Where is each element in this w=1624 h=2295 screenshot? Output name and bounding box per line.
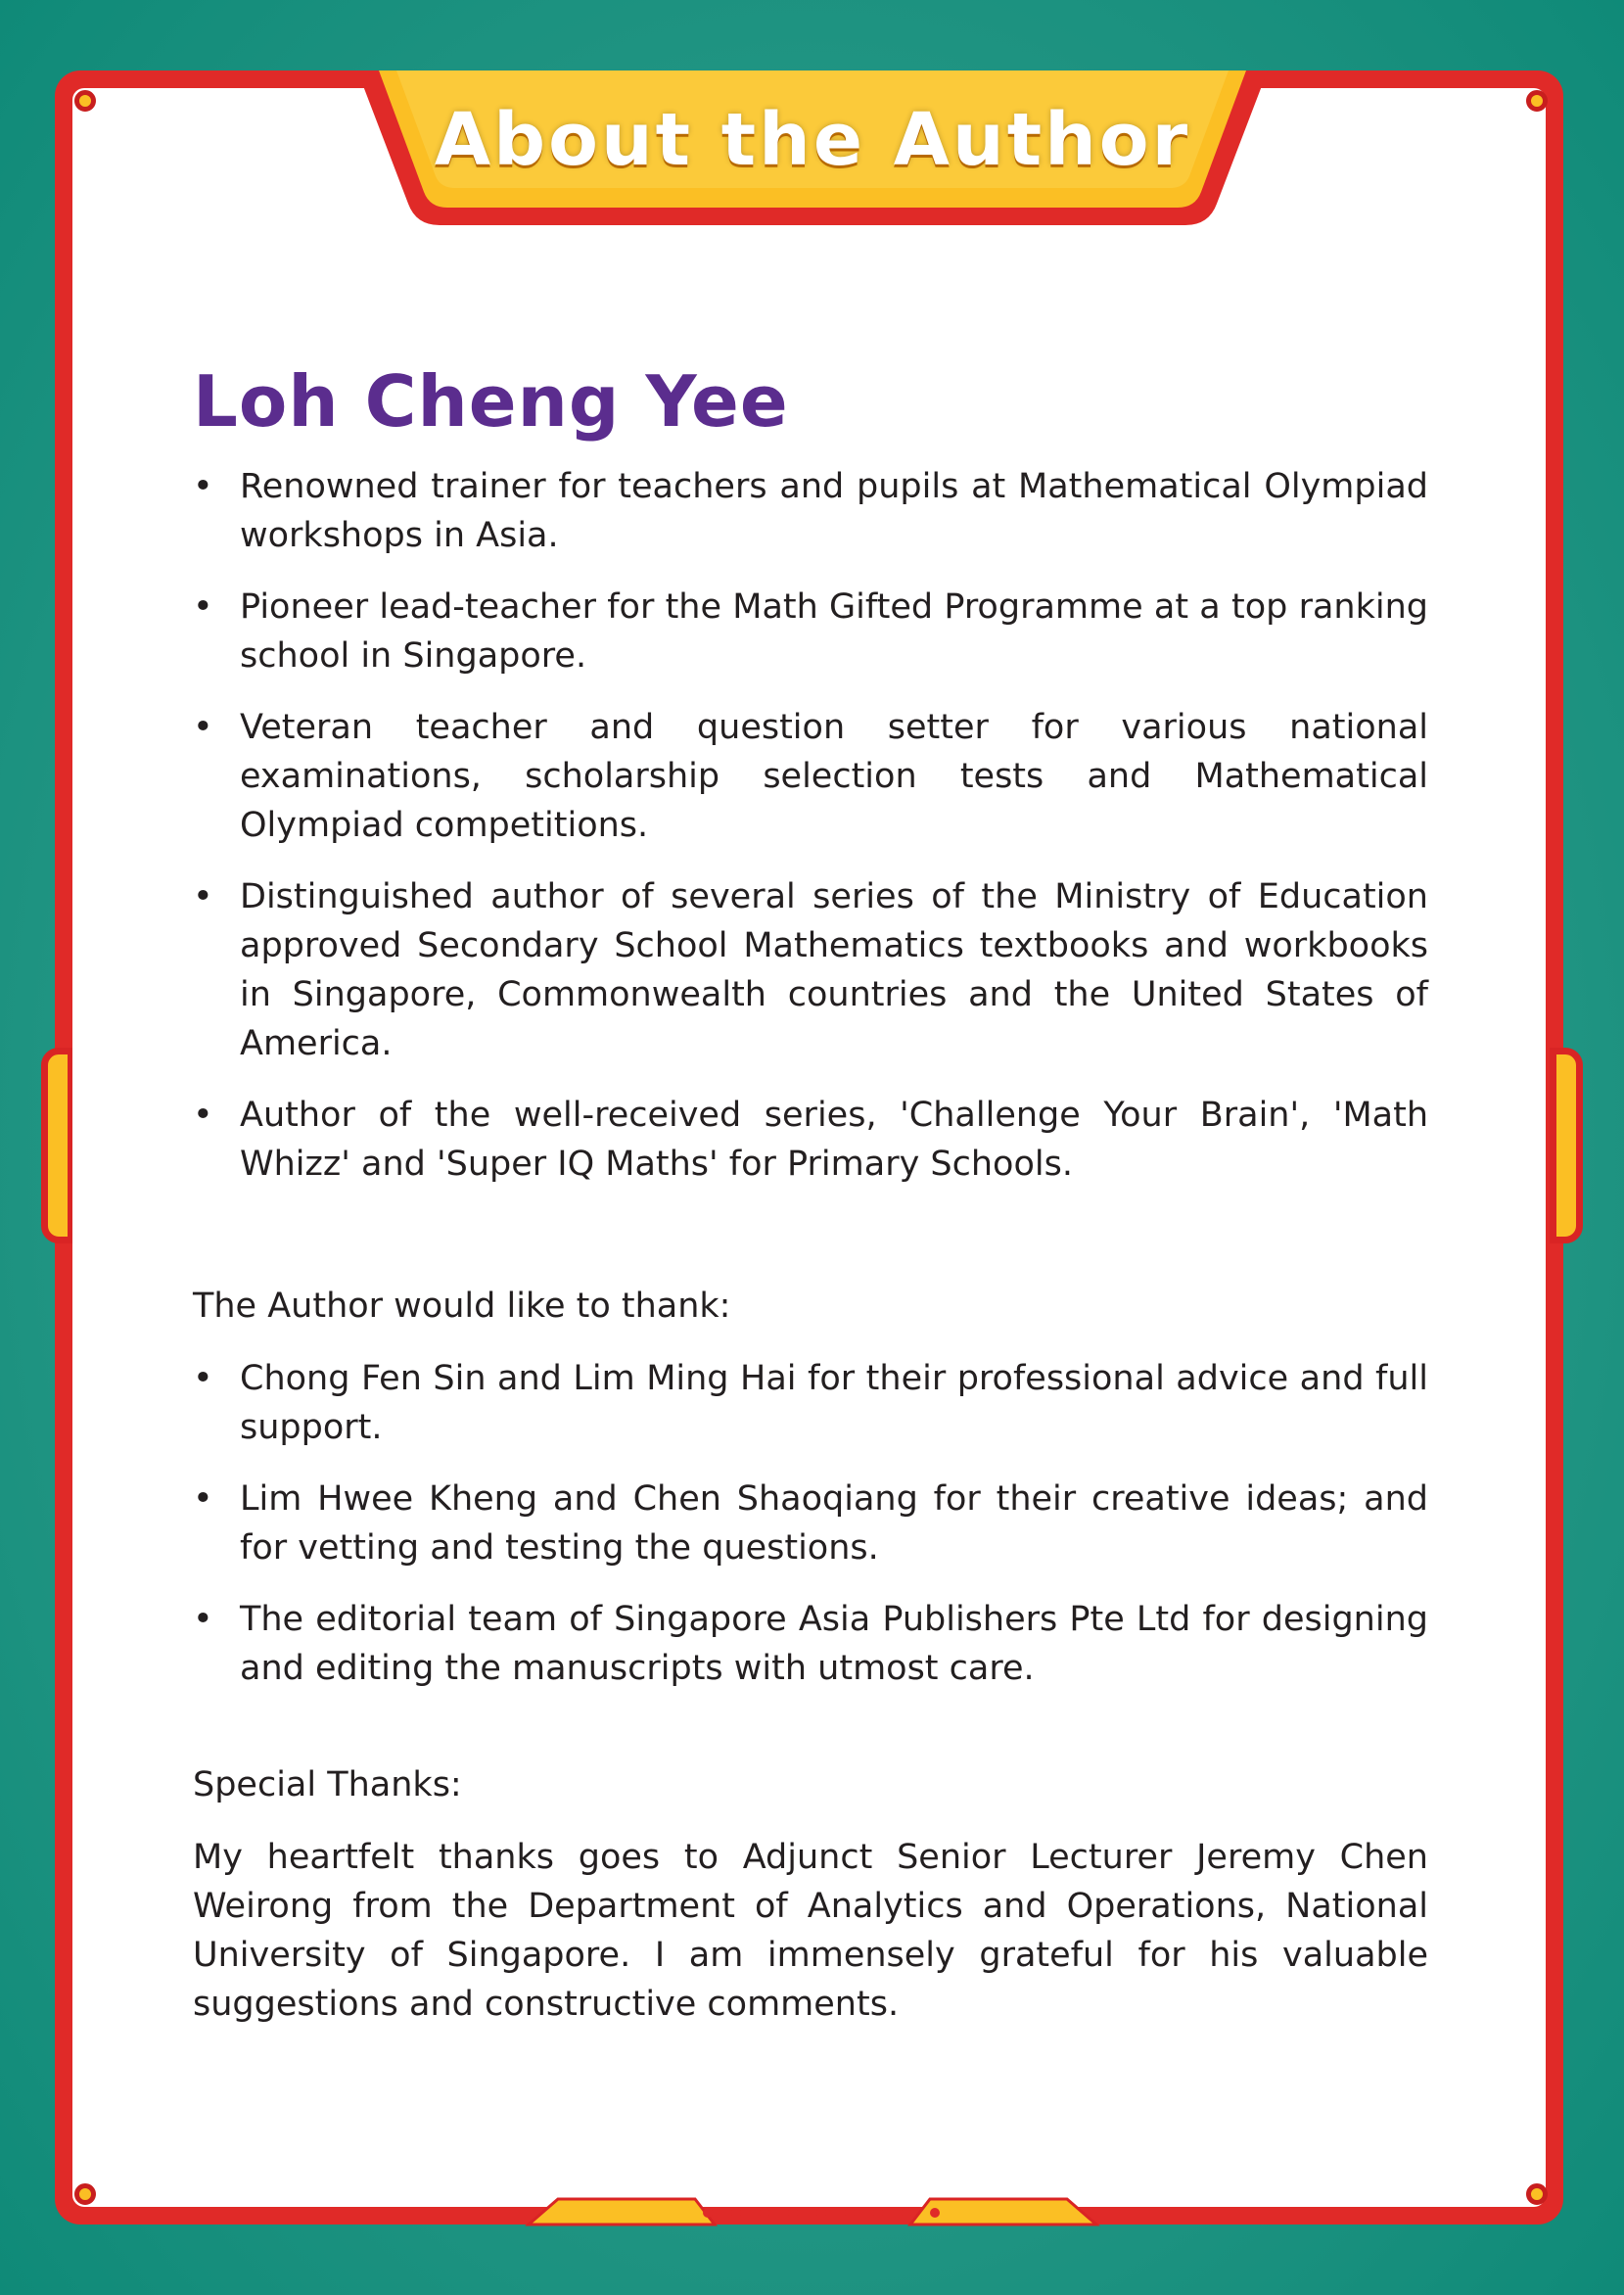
list-item-text: The editorial team of Singapore Asia Publishers Pte Ltd for designing and editing the manuscripts with utmost care. xyxy=(240,1600,1428,1688)
corner-rivet-top-right xyxy=(1526,90,1548,112)
list-item-text: Pioneer lead-teacher for the Math Gifted Programme at a top ranking school in Singapore. xyxy=(240,587,1428,676)
main-content xyxy=(193,362,1428,2029)
bullet: • xyxy=(193,467,213,506)
list-item xyxy=(193,1475,1428,1572)
bullet: • xyxy=(193,708,213,747)
bullet: • xyxy=(193,1096,213,1135)
page-title: About the Author xyxy=(434,98,1191,182)
bullet: • xyxy=(193,1359,213,1398)
credentials-list xyxy=(193,462,1428,1189)
list-item xyxy=(193,1354,1428,1452)
list-item-text: Chong Fen Sin and Lim Ming Hai for their professional advice and full support. xyxy=(240,1359,1428,1447)
list-item-text: Veteran teacher and question setter for various national examinations, scholarship selection tests and Mathematical Olympiad competitions. xyxy=(240,708,1428,845)
thanks-list xyxy=(193,1354,1428,1693)
list-item-text: Author of the well-received series, 'Challenge Your Brain', 'Math Whizz' and 'Super IQ Maths' for Primary Schools. xyxy=(240,1096,1428,1184)
frame-side-tab-right xyxy=(1550,1048,1583,1243)
list-item xyxy=(193,583,1428,680)
list-item-text: Renowned trainer for teachers and pupils at Mathematical Olympiad workshops in Asia. xyxy=(240,467,1428,555)
corner-rivet-bottom-right xyxy=(1526,2183,1548,2205)
bullet: • xyxy=(193,1600,213,1639)
corner-rivet-bottom-left xyxy=(74,2183,96,2205)
thanks-heading: The Author would like to thank: xyxy=(193,1287,731,1326)
list-item xyxy=(193,1091,1428,1189)
bullet: • xyxy=(193,877,213,916)
bullet: • xyxy=(193,587,213,627)
bottom-ornament xyxy=(519,2193,1106,2232)
list-item xyxy=(193,462,1428,560)
list-item xyxy=(193,703,1428,850)
list-item-text: Distinguished author of several series of the Ministry of Education approved Secondary School Mathematics textbooks and workbooks in Singapore, Commonwealth countries and the United States of America. xyxy=(240,877,1428,1063)
bullet: • xyxy=(193,1479,213,1519)
corner-rivet-top-left xyxy=(74,90,96,112)
special-thanks-heading: Special Thanks: xyxy=(193,1765,462,1804)
list-item xyxy=(193,1595,1428,1693)
frame-side-tab-left xyxy=(41,1048,74,1243)
author-name: Loh Cheng Yee xyxy=(193,360,789,443)
title-banner xyxy=(357,70,1268,229)
list-item-text: Lim Hwee Kheng and Chen Shaoqiang for their creative ideas; and for vetting and testing the questions. xyxy=(240,1479,1428,1568)
list-item xyxy=(193,872,1428,1068)
special-thanks-text: My heartfelt thanks goes to Adjunct Senior Lecturer Jeremy Chen Weirong from the Department of Analytics and Operations, National University of Singapore. I am immensely grateful for his valuable suggestions and constructive comments. xyxy=(193,1838,1428,2024)
